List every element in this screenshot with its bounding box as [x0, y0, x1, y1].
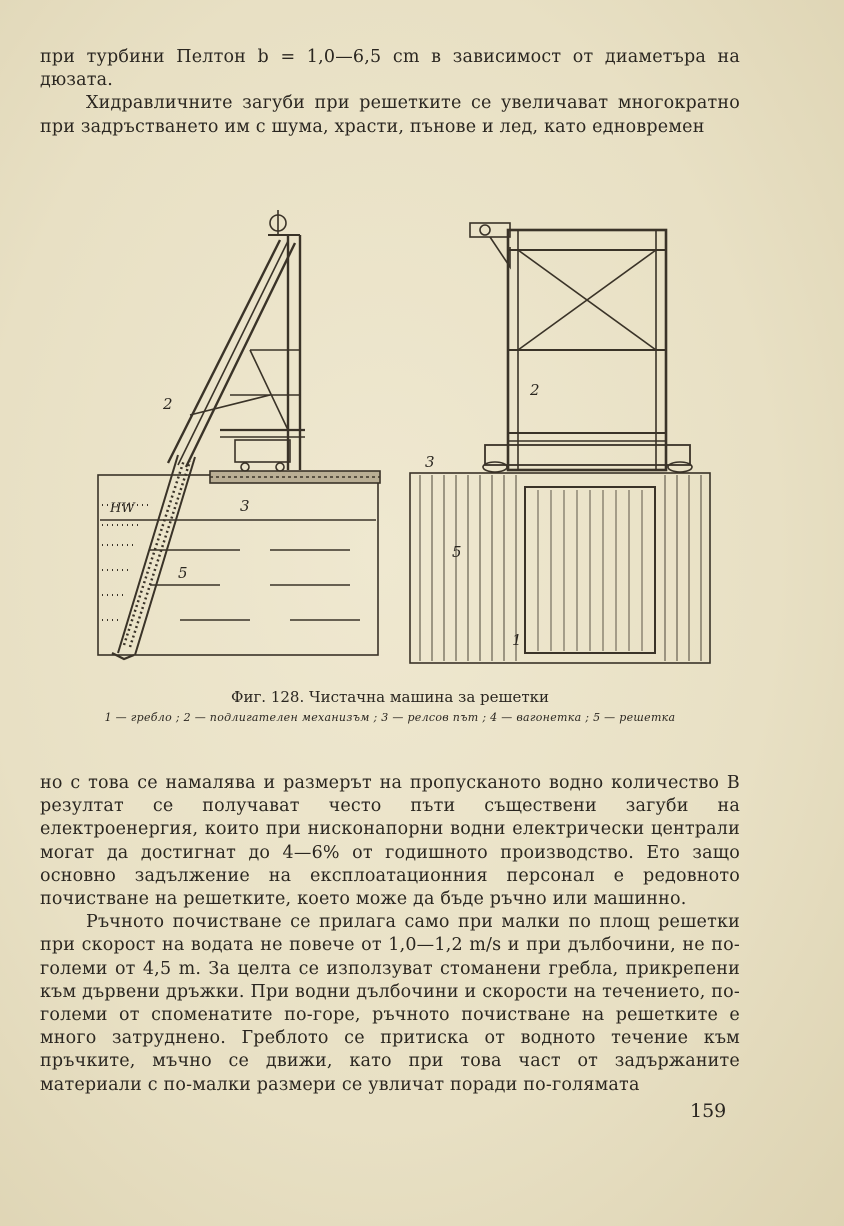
- paragraph: при турбини Пелтон b = 1,0—6,5 cm в зависимост от диаметъра на дюзата.: [40, 47, 740, 91]
- figure-drawing: [90, 205, 720, 675]
- label-2-right: 2: [530, 381, 540, 399]
- figure-legend: 1 — гребло ; 2 — подлигателен механизъм ; 3 — релсов път ; 4 — вагонетка ; 5 — решетка: [104, 711, 676, 724]
- paragraph: Ръчното почистване се прилага само при малки по площ решетки при скорост на водата не повече от 1,0—1,2 m/s и при дълбочини, не по-големи от 4,5 m. За целта се използуват стоманени гребла, прикрепени към дървени дръжки. При водни дълбочини и скорости на течението, по-големи от споменатите по-горе, ръчното почистване на решетките е много затруднено. Греблото се притиска от водното течение към пръчките, мъчно се движи, като при това част от задържаните материали с по-малки размери се увличат поради по-голямата: [40, 912, 740, 1095]
- top-text: [40, 46, 740, 139]
- label-2-left: 2: [163, 395, 173, 413]
- page-number: 159: [690, 1100, 727, 1122]
- label-hw: HW: [110, 501, 135, 516]
- label-3-left: 3: [240, 497, 250, 515]
- label-5-right: 5: [452, 543, 462, 561]
- label-3-right: 3: [425, 453, 435, 471]
- label-5-left: 5: [178, 564, 188, 582]
- basin-outline: [98, 475, 378, 655]
- bottom-text: [40, 772, 740, 1097]
- paragraph: но с това се намалява и размерът на пропусканото водно количество В резултат се получават често пъти съществени загуби на електроенергия, които при нисконапорни водни електрически централи могат да достигнат до 4—6% от годишното производство. Ето защо основно задължение на експлоатационния персонал е редовното почистване на решетките, което може да бъде ръчно или машинно.: [40, 773, 740, 910]
- figure-caption: Фиг. 128. Чистачна машина за решетки: [231, 688, 549, 706]
- paragraph: Хидравличните загуби при решетките се увеличават многократно при задръстването им с шума, храсти, пънове и лед, като едновремен: [40, 93, 740, 137]
- label-1-right: 1: [512, 631, 522, 649]
- figure-cleaning-machine: [90, 205, 720, 675]
